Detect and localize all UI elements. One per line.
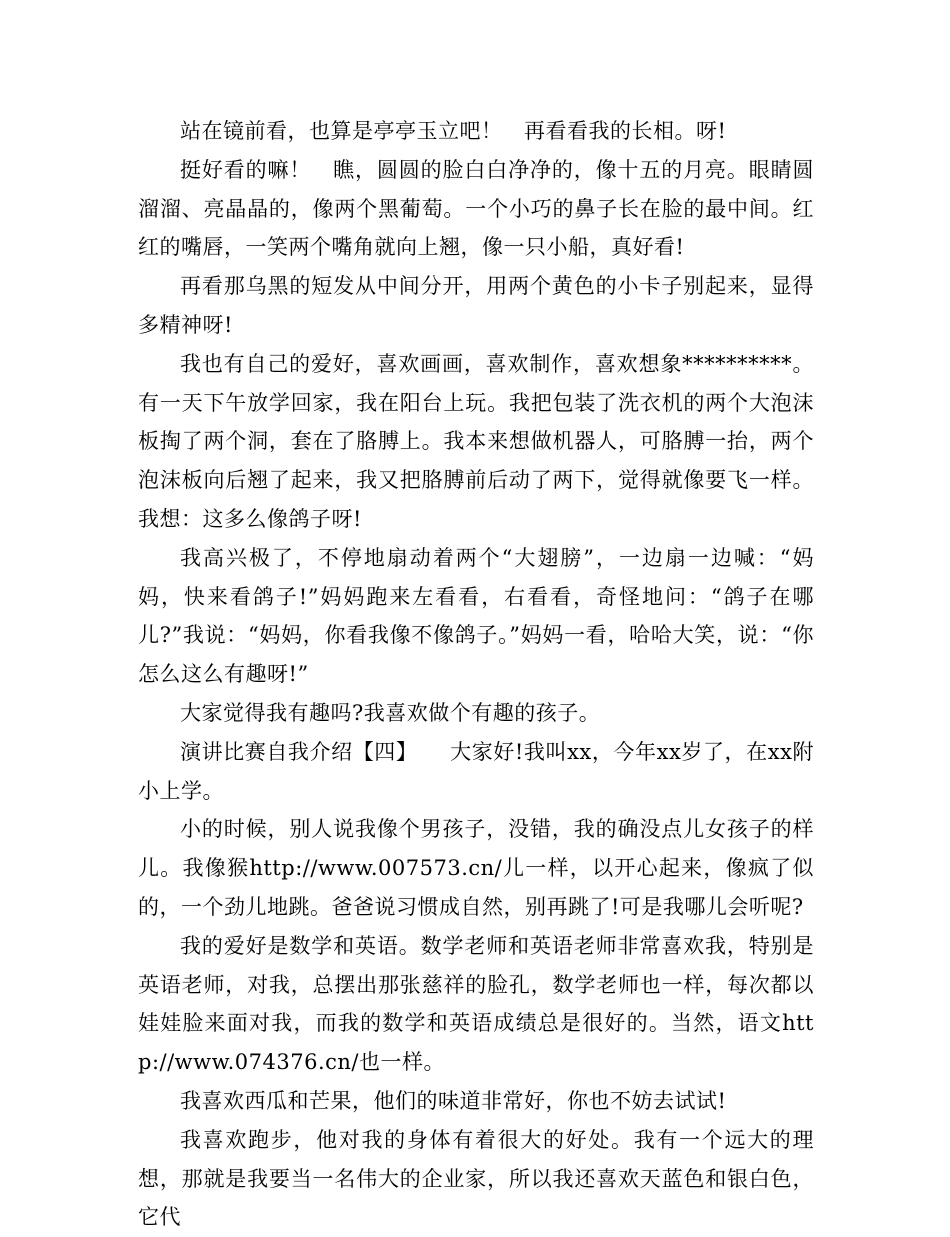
paragraph-3: 再看那乌黑的短发从中间分开，用两个黄色的小卡子别起来，显得多精神呀! — [138, 274, 814, 337]
paragraph-10: 我喜欢西瓜和芒果，他们的味道非常好，你也不妨去试试! — [180, 1088, 727, 1113]
paragraph-8: 小的时候，别人说我像个男孩子，没错，我的确没点儿女孩子的样儿。我像猴http://www.007573.cn/儿一样，以开心起来，像疯了似的，一个劲儿地跳。爸爸说习惯成自然，别再跳了!可是我哪儿会听呢? — [138, 817, 814, 919]
paragraph-4: 我也有自己的爱好，喜欢画画，喜欢制作，喜欢想象**********。有一天下午放学回家，我在阳台上玩。我把包装了洗衣机的两个大泡沫板掏了两个洞，套在了胳膊上。我本来想做机器人，可胳膊一抬，两个泡沫板向后翘了起来，我又把胳膊前后动了两下，觉得就像要飞一样。我想：这多么像鸽子呀! — [138, 351, 814, 531]
document-body — [138, 112, 814, 1237]
paragraph-5: 我高兴极了，不停地扇动着两个“大翅膀”，一边扇一边喊：“妈妈，快来看鸽子!”妈妈跑来左看看，右看看，奇怪地问：“鸽子在哪儿?”我说：“妈妈，你看我像不像鸽子。”妈妈一看，哈哈大笑，说：“你怎么这么有趣呀!” — [138, 545, 814, 687]
paragraph-1: 站在镜前看，也算是亭亭玉立吧！ 再看看我的长相。呀! — [180, 119, 727, 143]
paragraph-11: 我喜欢跑步，他对我的身体有着很大的好处。我有一个远大的理想，那就是我要当一名伟大的企业家，所以我还喜欢天蓝色和银白色，它代 — [138, 1127, 814, 1230]
paragraph-2: 挺好看的嘛！ 瞧，圆圆的脸白白净净的，像十五的月亮。眼睛圆溜溜、亮晶晶的，像两个黑葡萄。一个小巧的鼻子长在脸的最中间。红红的嘴唇，一笑两个嘴角就向上翘，像一只小船，真好看! — [138, 157, 814, 260]
paragraph-9: 我的爱好是数学和英语。数学老师和英语老师非常喜欢我，特别是英语老师，对我，总摆出那张慈祥的脸孔，数学老师也一样，每次都以娃娃脸来面对我，而我的数学和英语成绩总是很好的。当然，语文http://www.074376.cn/也一样。 — [138, 933, 814, 1075]
paragraph-7: 演讲比赛自我介绍【四】 大家好!我叫xx，今年xx岁了，在xx附小上学。 — [138, 739, 814, 803]
paragraph-6: 大家觉得我有趣吗?我喜欢做个有趣的孩子。 — [180, 700, 601, 725]
